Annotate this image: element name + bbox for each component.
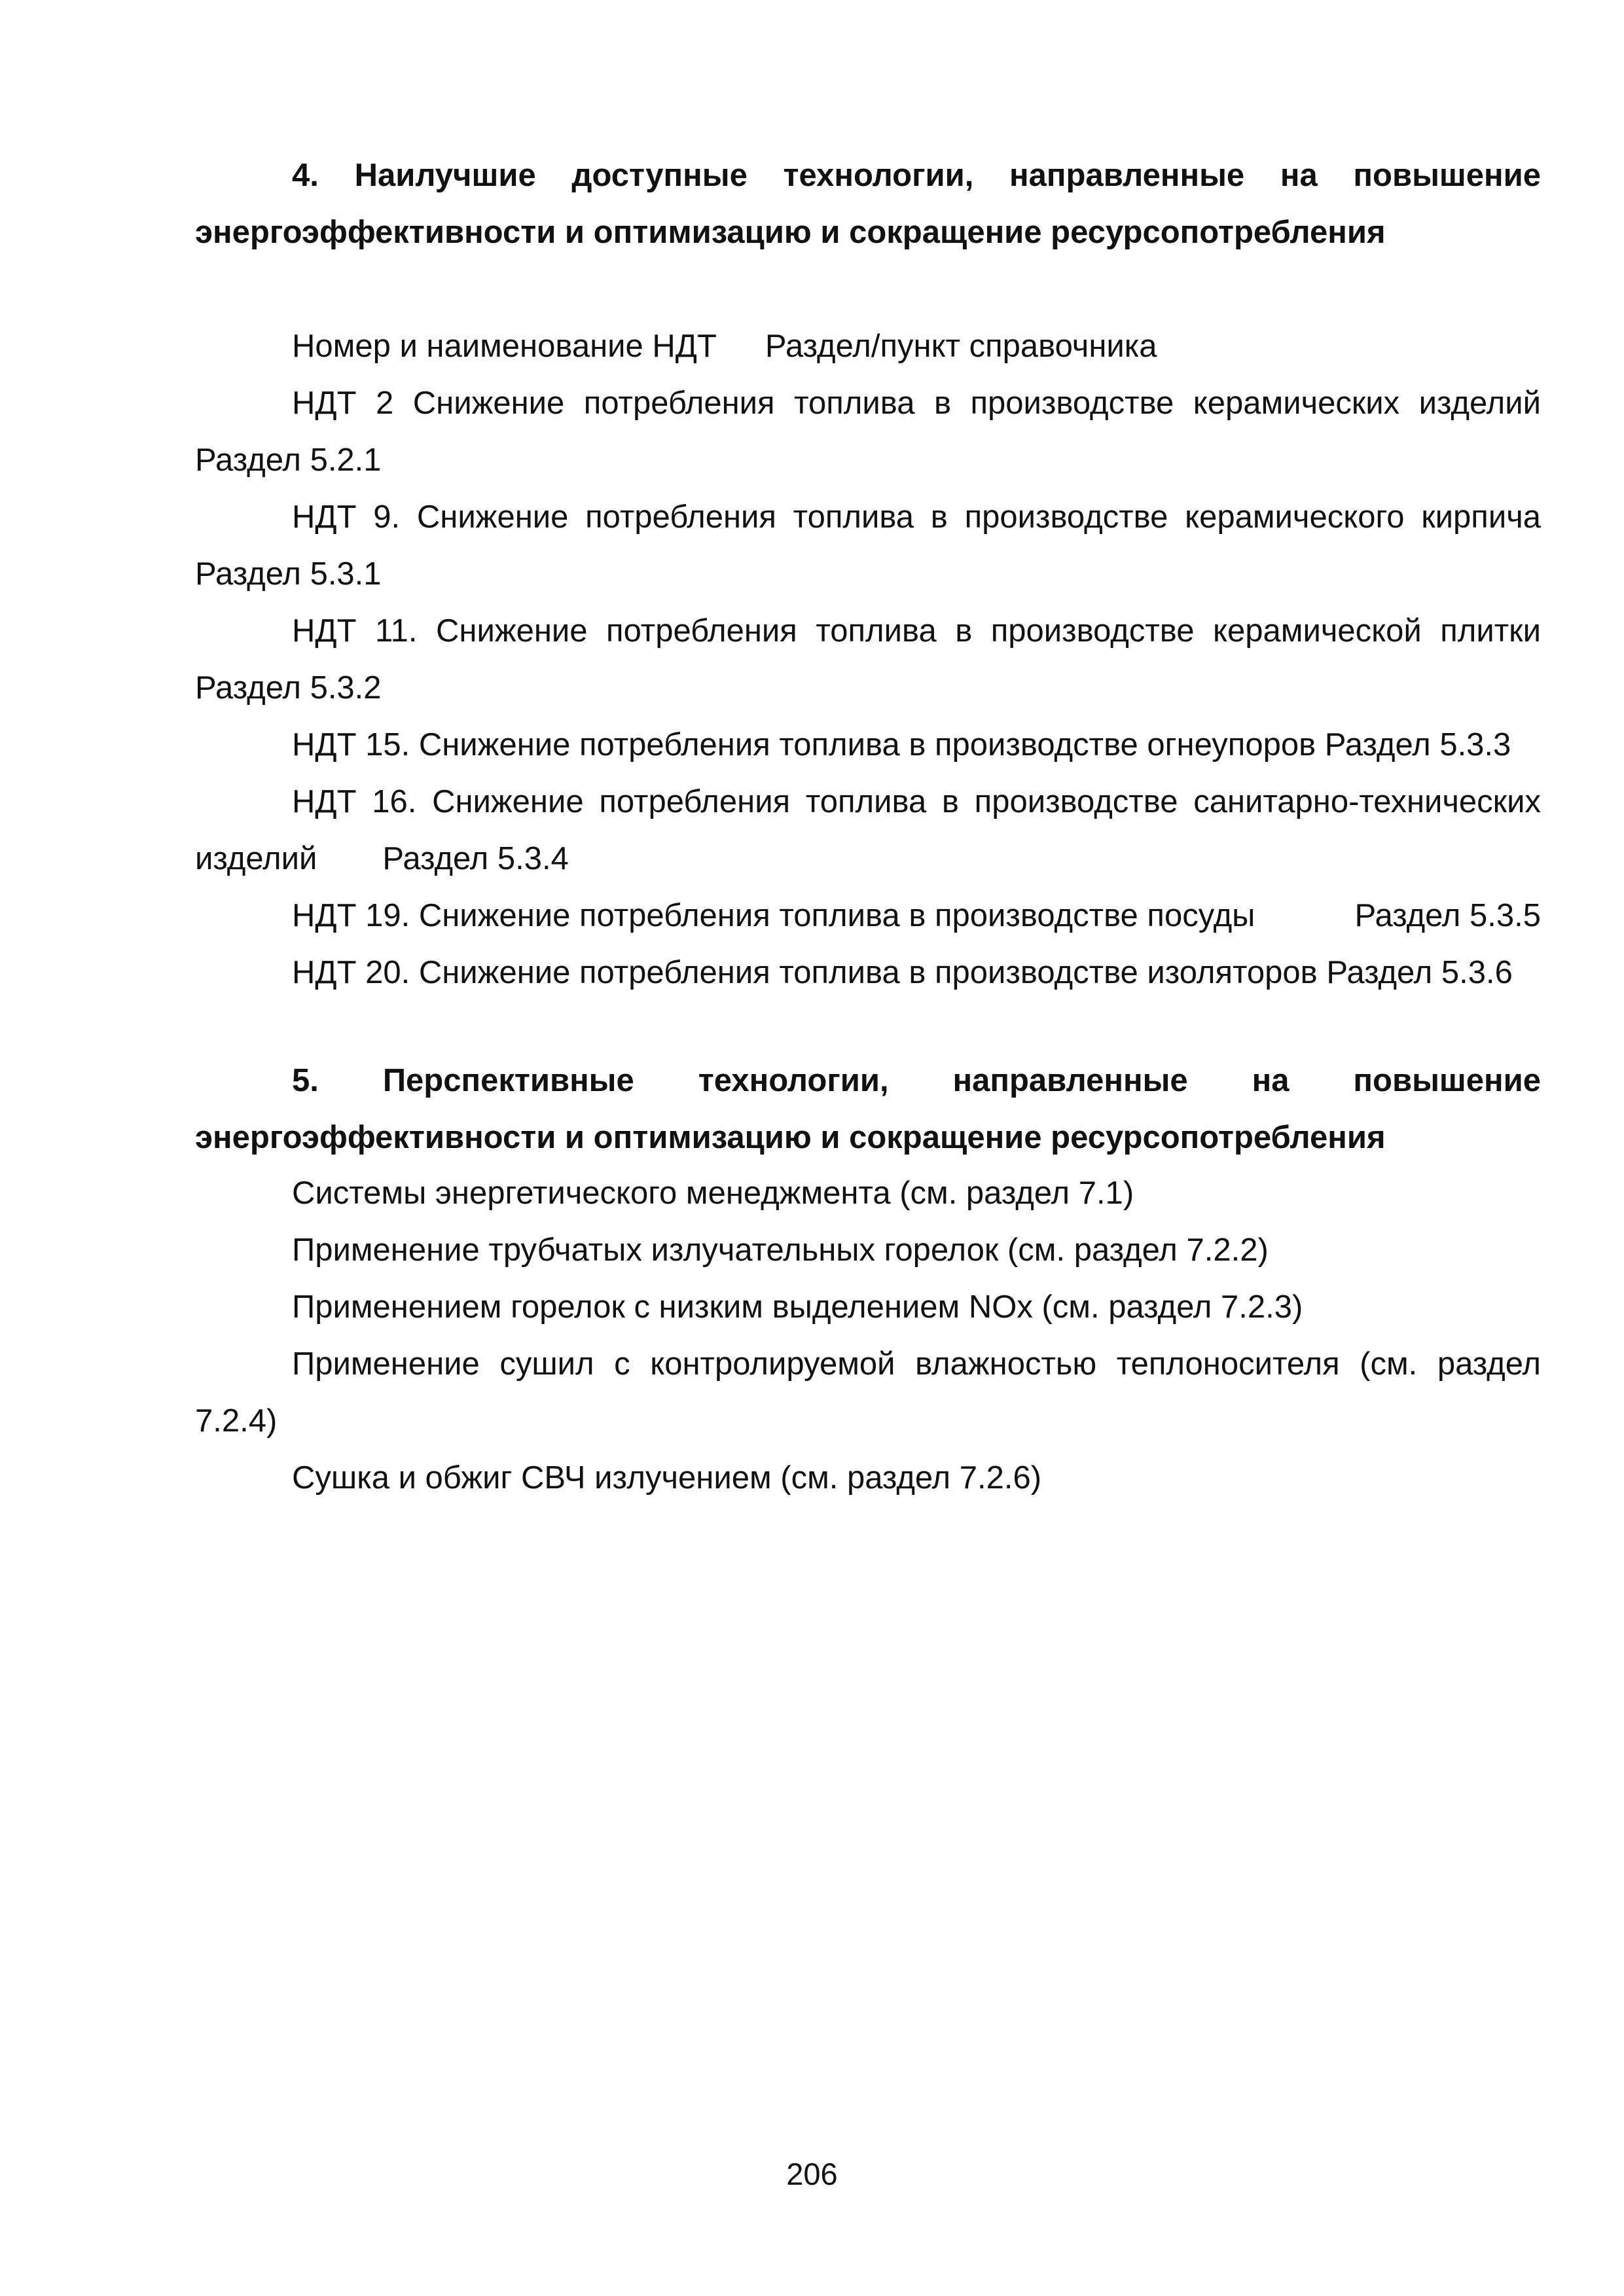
perspective-item: Применение сушил с контролируемой влажностью теплоносителя (см. раздел 7.2.4) xyxy=(195,1346,1541,1439)
ndt-item-ref: Раздел 5.3.6 xyxy=(1326,955,1513,990)
ndt-item-ref: Раздел 5.3.5 xyxy=(1354,898,1541,933)
ndt-item xyxy=(195,489,1541,603)
ndt-item-name: НДТ 15. Снижение потребления топлива в производстве огнеупоров xyxy=(292,727,1316,762)
ndt-item-name: НДТ 19. Снижение потребления топлива в производстве посуды xyxy=(292,898,1255,933)
ndt-item-name: НДТ 9. Снижение потребления топлива в производстве керамического кирпича xyxy=(292,499,1541,535)
perspective-item: Применение трубчатых излучательных горелок (см. раздел 7.2.2) xyxy=(292,1232,1269,1268)
ndt-item xyxy=(195,944,1541,1001)
section-4-heading: 4. Наилучшие доступные технологии, направленные на повышение энергоэффективности и оптимизацию и сокращение ресурсопотребления xyxy=(195,158,1541,250)
ndt-item xyxy=(195,717,1541,774)
ndt-item-name: НДТ 11. Снижение потребления топлива в производстве керамической плитки xyxy=(292,613,1541,649)
ndt-item-ref: Раздел 5.3.1 xyxy=(195,556,382,592)
ndt-item xyxy=(195,888,1541,944)
header-col-name: Номер и наименование НДТ xyxy=(292,329,717,364)
ndt-item xyxy=(195,603,1541,717)
section-5 xyxy=(195,1052,1541,1166)
perspective-item: Системы энергетического менеджмента (см. раздел 7.1) xyxy=(292,1175,1134,1211)
ndt-item xyxy=(195,375,1541,489)
ndt-item-ref: Раздел 5.3.3 xyxy=(1324,727,1511,762)
header-col-ref: Раздел/пункт справочника xyxy=(765,329,1157,364)
ndt-item-ref: Раздел 5.3.2 xyxy=(195,670,382,706)
ndt-list xyxy=(195,318,1541,1001)
ndt-header-row xyxy=(195,318,1541,375)
ndt-item-name: НДТ 2 Снижение потребления топлива в производстве керамических изделий xyxy=(292,386,1541,421)
perspective-item: Сушка и обжиг СВЧ излучением (см. раздел 7.2.6) xyxy=(292,1460,1042,1496)
ndt-item-name: НДТ 20. Снижение потребления топлива в производстве изоляторов xyxy=(292,955,1318,990)
section-5-heading: 5. Перспективные технологии, направленные на повышение энергоэффективности и оптимизацию и сокращение ресурсопотребления xyxy=(195,1063,1541,1155)
ndt-item-ref: Раздел 5.3.4 xyxy=(382,841,569,876)
ndt-item-ref: Раздел 5.2.1 xyxy=(195,442,382,478)
perspective-list xyxy=(195,1165,1541,1507)
ndt-item-name: НДТ 16. Снижение потребления топлива в производстве санитарно-технических изделий xyxy=(195,784,1541,876)
ndt-item xyxy=(195,774,1541,888)
page-number: 206 xyxy=(786,2157,838,2191)
perspective-item: Применением горелок с низким выделением NOx (см. раздел 7.2.3) xyxy=(292,1289,1303,1325)
section-4 xyxy=(195,147,1541,261)
